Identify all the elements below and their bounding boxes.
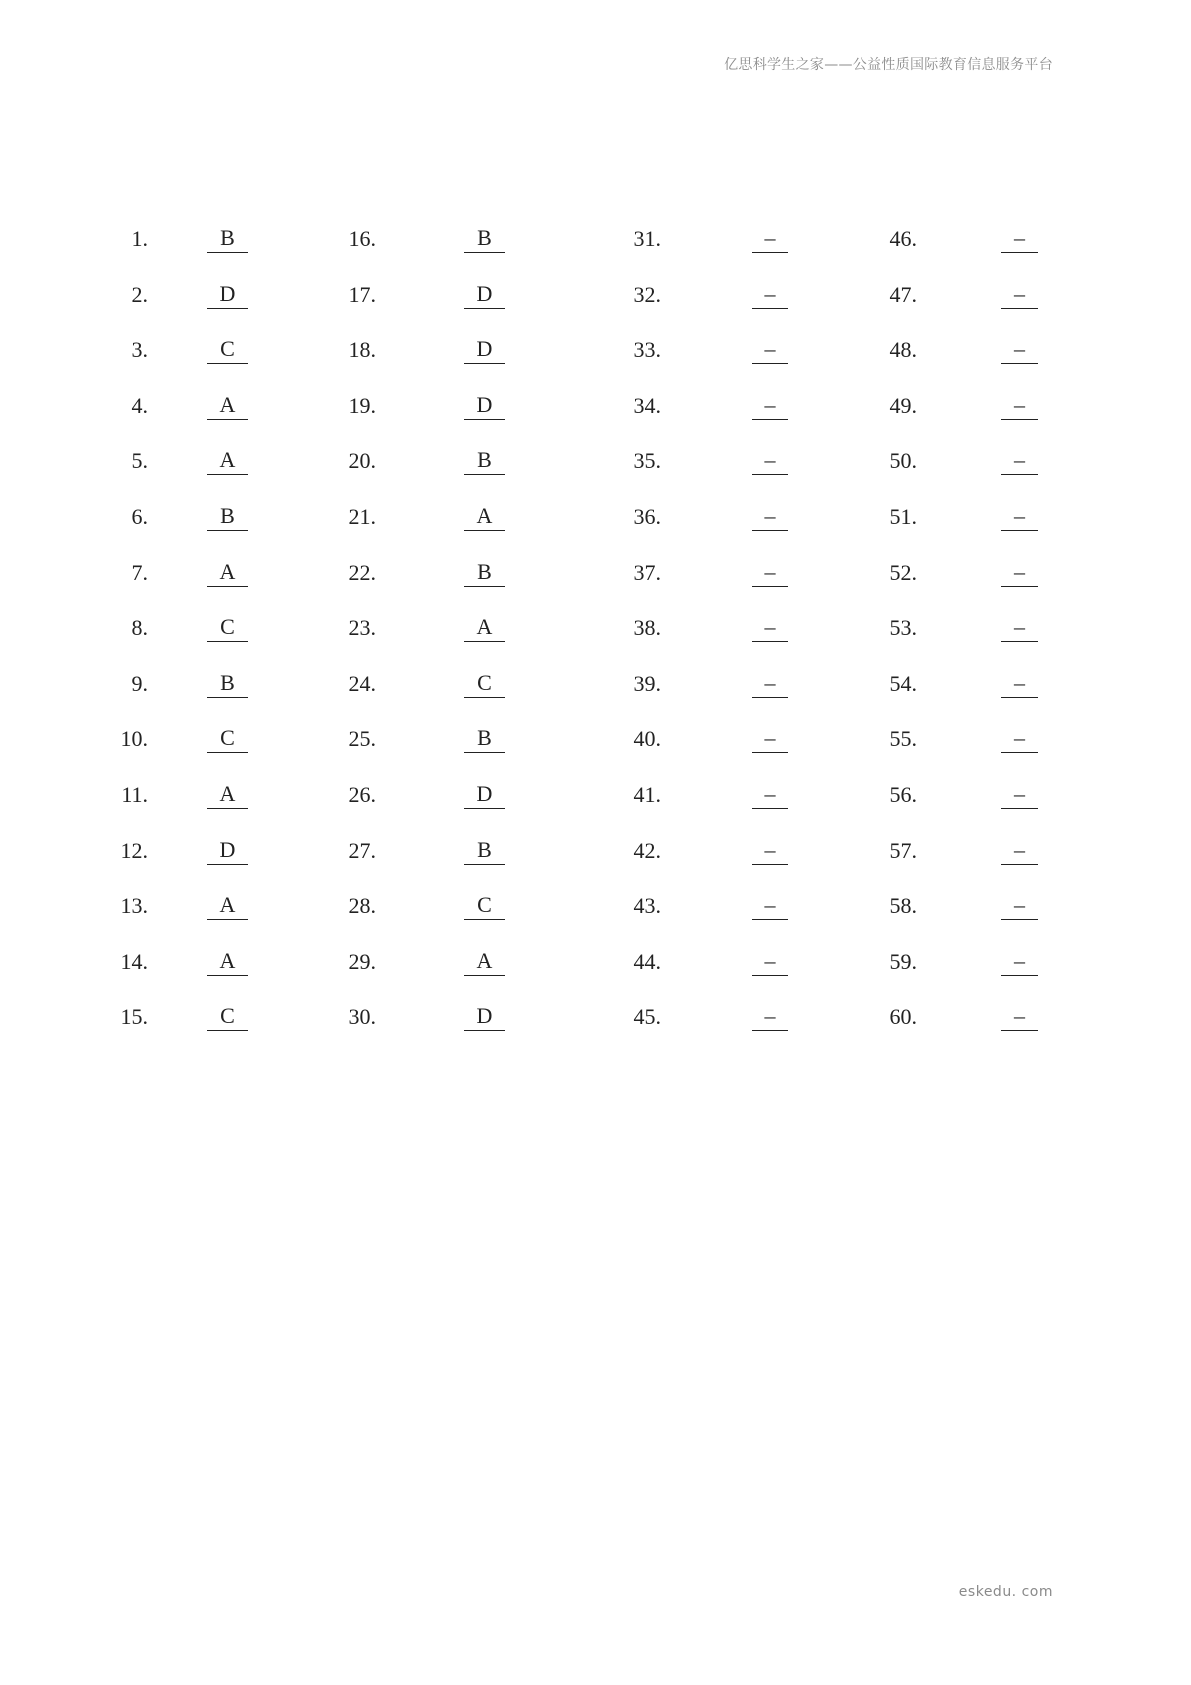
question-number: 17. (348, 282, 376, 307)
answer-value: – (1001, 671, 1038, 698)
question-number: 35. (633, 448, 661, 473)
question-number: 51. (889, 504, 917, 529)
question-number: 3. (131, 337, 148, 362)
question-number: 49. (889, 393, 917, 418)
answer-value: – (1001, 838, 1038, 865)
answer-value: – (1001, 782, 1038, 809)
question-number: 29. (348, 949, 376, 974)
question-number: 21. (348, 504, 376, 529)
answer-value: C (207, 337, 248, 364)
answer-value: D (464, 337, 505, 364)
answer-value: – (752, 671, 788, 698)
question-number: 16. (348, 226, 376, 251)
question-number: 32. (633, 282, 661, 307)
question-number: 33. (633, 337, 661, 362)
question-number: 43. (633, 893, 661, 918)
answer-value: – (752, 782, 788, 809)
question-number: 6. (131, 504, 148, 529)
answer-value: A (207, 893, 248, 920)
question-number: 18. (348, 337, 376, 362)
question-number: 12. (120, 838, 148, 863)
answer-value: A (464, 504, 505, 531)
question-number: 4. (131, 393, 148, 418)
answer-value: – (1001, 949, 1038, 976)
answer-value: B (464, 560, 505, 587)
question-number: 37. (633, 560, 661, 585)
question-number: 56. (889, 782, 917, 807)
question-number: 50. (889, 448, 917, 473)
answer-value: – (752, 893, 788, 920)
question-number: 55. (889, 726, 917, 751)
answer-value: B (207, 226, 248, 253)
answer-value: D (464, 1004, 505, 1031)
question-number: 22. (348, 560, 376, 585)
answer-value: – (752, 949, 788, 976)
question-number: 24. (348, 671, 376, 696)
answer-value: – (752, 448, 788, 475)
answer-value: – (1001, 337, 1038, 364)
answer-value: D (464, 393, 505, 420)
question-number: 48. (889, 337, 917, 362)
answer-value: – (752, 226, 788, 253)
answer-value: – (752, 393, 788, 420)
question-number: 13. (120, 893, 148, 918)
question-number: 44. (633, 949, 661, 974)
page-header: 亿思科学生之家——公益性质国际教育信息服务平台 (724, 57, 1053, 73)
question-number: 57. (889, 838, 917, 863)
question-number: 42. (633, 838, 661, 863)
answer-value: B (464, 726, 505, 753)
question-number: 41. (633, 782, 661, 807)
question-number: 19. (348, 393, 376, 418)
answer-value: – (1001, 448, 1038, 475)
answer-value: – (752, 726, 788, 753)
question-number: 36. (633, 504, 661, 529)
answer-value: B (464, 838, 505, 865)
answer-value: A (207, 560, 248, 587)
answer-value: – (752, 504, 788, 531)
question-number: 20. (348, 448, 376, 473)
answer-value: C (207, 726, 248, 753)
answer-value: B (207, 504, 248, 531)
page-footer: eskedu. com (958, 1584, 1053, 1600)
question-number: 8. (131, 615, 148, 640)
answer-value: D (464, 282, 505, 309)
question-number: 23. (348, 615, 376, 640)
question-number: 54. (889, 671, 917, 696)
question-number: 9. (131, 671, 148, 696)
answer-value: – (752, 560, 788, 587)
question-number: 5. (131, 448, 148, 473)
answer-value: C (207, 615, 248, 642)
answer-value: – (1001, 504, 1038, 531)
answer-value: A (207, 448, 248, 475)
question-number: 27. (348, 838, 376, 863)
question-number: 45. (633, 1004, 661, 1029)
answer-value: A (207, 393, 248, 420)
question-number: 58. (889, 893, 917, 918)
answer-value: A (464, 615, 505, 642)
answer-value: – (752, 337, 788, 364)
answer-value: – (1001, 393, 1038, 420)
answer-value: B (464, 448, 505, 475)
question-number: 34. (633, 393, 661, 418)
question-number: 40. (633, 726, 661, 751)
answer-value: – (1001, 226, 1038, 253)
question-number: 53. (889, 615, 917, 640)
answer-value: C (464, 893, 505, 920)
answer-value: – (1001, 282, 1038, 309)
answer-value: A (207, 782, 248, 809)
answer-value: D (464, 782, 505, 809)
question-number: 59. (889, 949, 917, 974)
question-number: 26. (348, 782, 376, 807)
answer-value: – (1001, 893, 1038, 920)
question-number: 25. (348, 726, 376, 751)
answer-value: A (464, 949, 505, 976)
question-number: 15. (120, 1004, 148, 1029)
answer-value: B (207, 671, 248, 698)
answer-value: – (1001, 726, 1038, 753)
answer-value: A (207, 949, 248, 976)
question-number: 39. (633, 671, 661, 696)
question-number: 11. (121, 782, 148, 807)
answer-value: C (207, 1004, 248, 1031)
question-number: 10. (120, 726, 148, 751)
answer-value: – (1001, 1004, 1038, 1031)
answer-value: C (464, 671, 505, 698)
question-number: 38. (633, 615, 661, 640)
answer-value: D (207, 838, 248, 865)
question-number: 1. (131, 226, 148, 251)
answer-value: – (752, 838, 788, 865)
question-number: 28. (348, 893, 376, 918)
answer-value: – (1001, 615, 1038, 642)
answer-value: – (752, 282, 788, 309)
question-number: 30. (348, 1004, 376, 1029)
question-number: 14. (120, 949, 148, 974)
question-number: 2. (131, 282, 148, 307)
question-number: 60. (889, 1004, 917, 1029)
question-number: 52. (889, 560, 917, 585)
question-number: 7. (131, 560, 148, 585)
question-number: 46. (889, 226, 917, 251)
question-number: 47. (889, 282, 917, 307)
answer-value: D (207, 282, 248, 309)
answer-value: – (752, 615, 788, 642)
answer-value: B (464, 226, 505, 253)
answer-value: – (752, 1004, 788, 1031)
question-number: 31. (633, 226, 661, 251)
answer-value: – (1001, 560, 1038, 587)
